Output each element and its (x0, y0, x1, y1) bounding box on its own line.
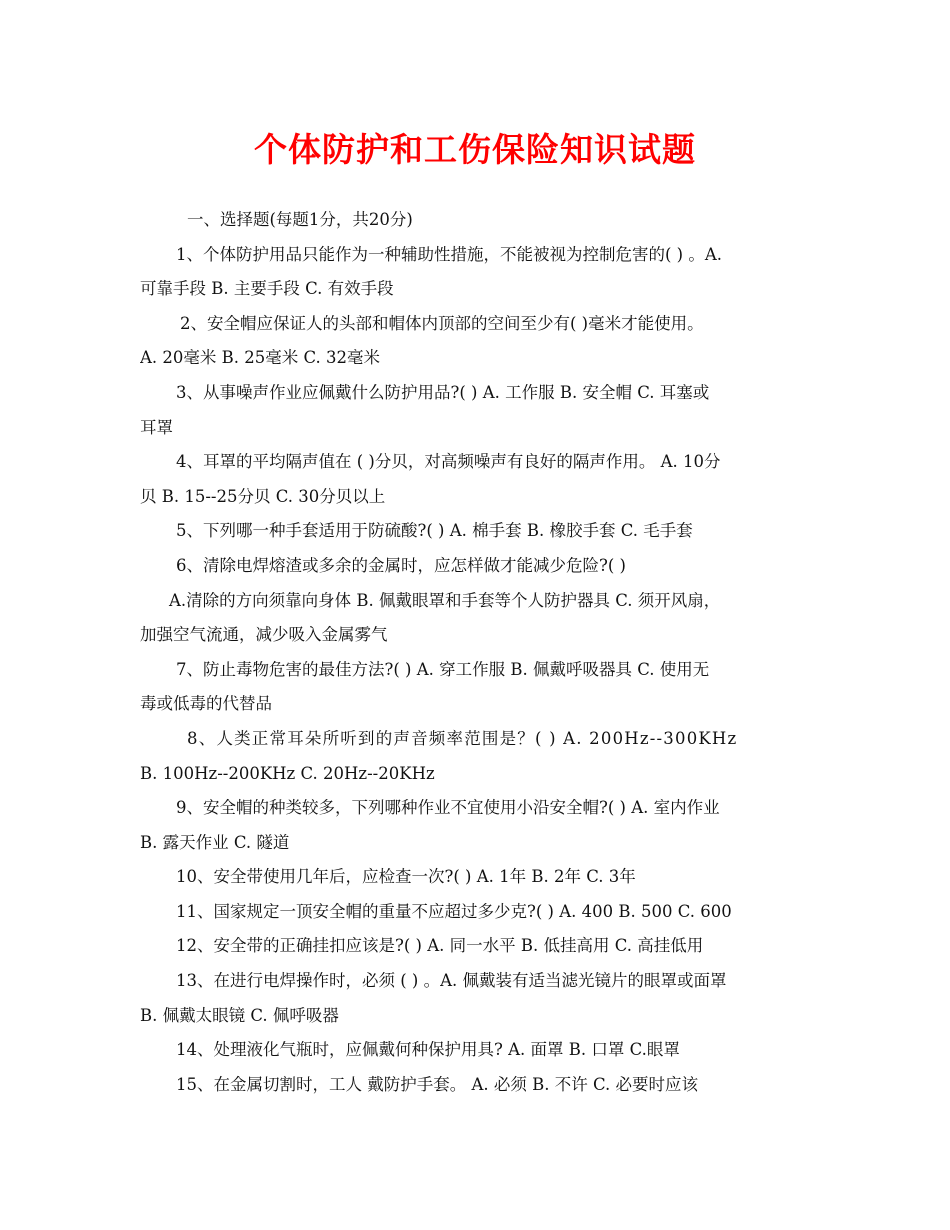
question-7-line-2: 毒或低毒的代替品 (140, 694, 272, 714)
question-2-line-2: A. 20毫米 B. 25毫米 C. 32毫米 (140, 348, 381, 368)
question-9-line-1: 9、安全帽的种类较多，下列哪种作业不宜使用小沿安全帽?( ) A. 室内作业 (176, 798, 720, 818)
question-13-line-2: B. 佩戴太眼镜 C. 佩呼吸器 (140, 1005, 339, 1025)
document-body (140, 203, 816, 1102)
question-3-line-2: 耳罩 (140, 417, 173, 437)
question-2-line-1: 2、安全帽应保证人的头部和帽体内顶部的空间至少有( )毫米才能使用。 (180, 313, 704, 333)
question-15-line-1: 15、在金属切割时，工人 戴防护手套。 A. 必须 B. 不许 C. 必要时应该 (176, 1074, 699, 1094)
question-9-line-2: B. 露天作业 C. 隧道 (140, 832, 290, 852)
question-11-line-1: 11、国家规定一顶安全帽的重量不应超过多少克?( ) A. 400 B. 500 C. 600 (176, 901, 732, 921)
question-12-line-1: 12、安全带的正确挂扣应该是?( ) A. 同一水平 B. 低挂高用 C. 高挂低用 (176, 936, 704, 956)
question-6-line-1: 6、清除电焊熔渣或多余的金属时，应怎样做才能减少危险?( ) (176, 555, 626, 575)
question-6-line-2: A.清除的方向须靠向身体 B. 佩戴眼罩和手套等个人防护器具 C. 须开风扇， (169, 590, 721, 610)
question-10-line-1: 10、安全带使用几年后，应检查一次?( ) A. 1年 B. 2年 C. 3年 (176, 867, 636, 887)
question-4-line-2: 贝 B. 15--25分贝 C. 30分贝以上 (140, 486, 386, 506)
question-13-line-1: 13、在进行电焊操作时，必须 ( ) 。A. 佩戴装有适当滤光镜片的眼罩或面罩 (176, 971, 727, 991)
question-8-line-1: 8、人类正常耳朵所听到的声音频率范围是？( ) A. 200Hz--300KHz (187, 728, 738, 748)
question-8-line-2: B. 100Hz--200KHz C. 20Hz--20KHz (140, 763, 435, 783)
question-6-line-3: 加强空气流通，减少吸入金属雾气 (140, 625, 388, 645)
question-1-line-2: 可靠手段 B. 主要手段 C. 有效手段 (140, 279, 394, 299)
question-1-line-1: 1、个体防护用品只能作为一种辅助性措施，不能被视为控制危害的( ) 。A. (176, 244, 723, 264)
question-4-line-1: 4、耳罩的平均隔声值在 ( )分贝，对高频噪声有良好的隔声作用。 A. 10分 (176, 452, 721, 472)
document-title: 个体防护和工伤保险知识试题 (254, 130, 696, 169)
question-5-line-1: 5、下列哪一种手套适用于防硫酸?( ) A. 棉手套 B. 橡胶手套 C. 毛手套 (176, 521, 693, 541)
question-7-line-1: 7、防止毒物危害的最佳方法?( ) A. 穿工作服 B. 佩戴呼吸器具 C. 使用无 (176, 659, 710, 679)
section-heading: 一、选择题(每题1分，共20分) (187, 210, 413, 229)
question-14-line-1: 14、处理液化气瓶时，应佩戴何种保护用具? A. 面罩 B. 口罩 C.眼罩 (176, 1040, 680, 1060)
question-3-line-1: 3、从事噪声作业应佩戴什么防护用品?( ) A. 工作服 B. 安全帽 C. 耳塞或 (176, 382, 710, 402)
